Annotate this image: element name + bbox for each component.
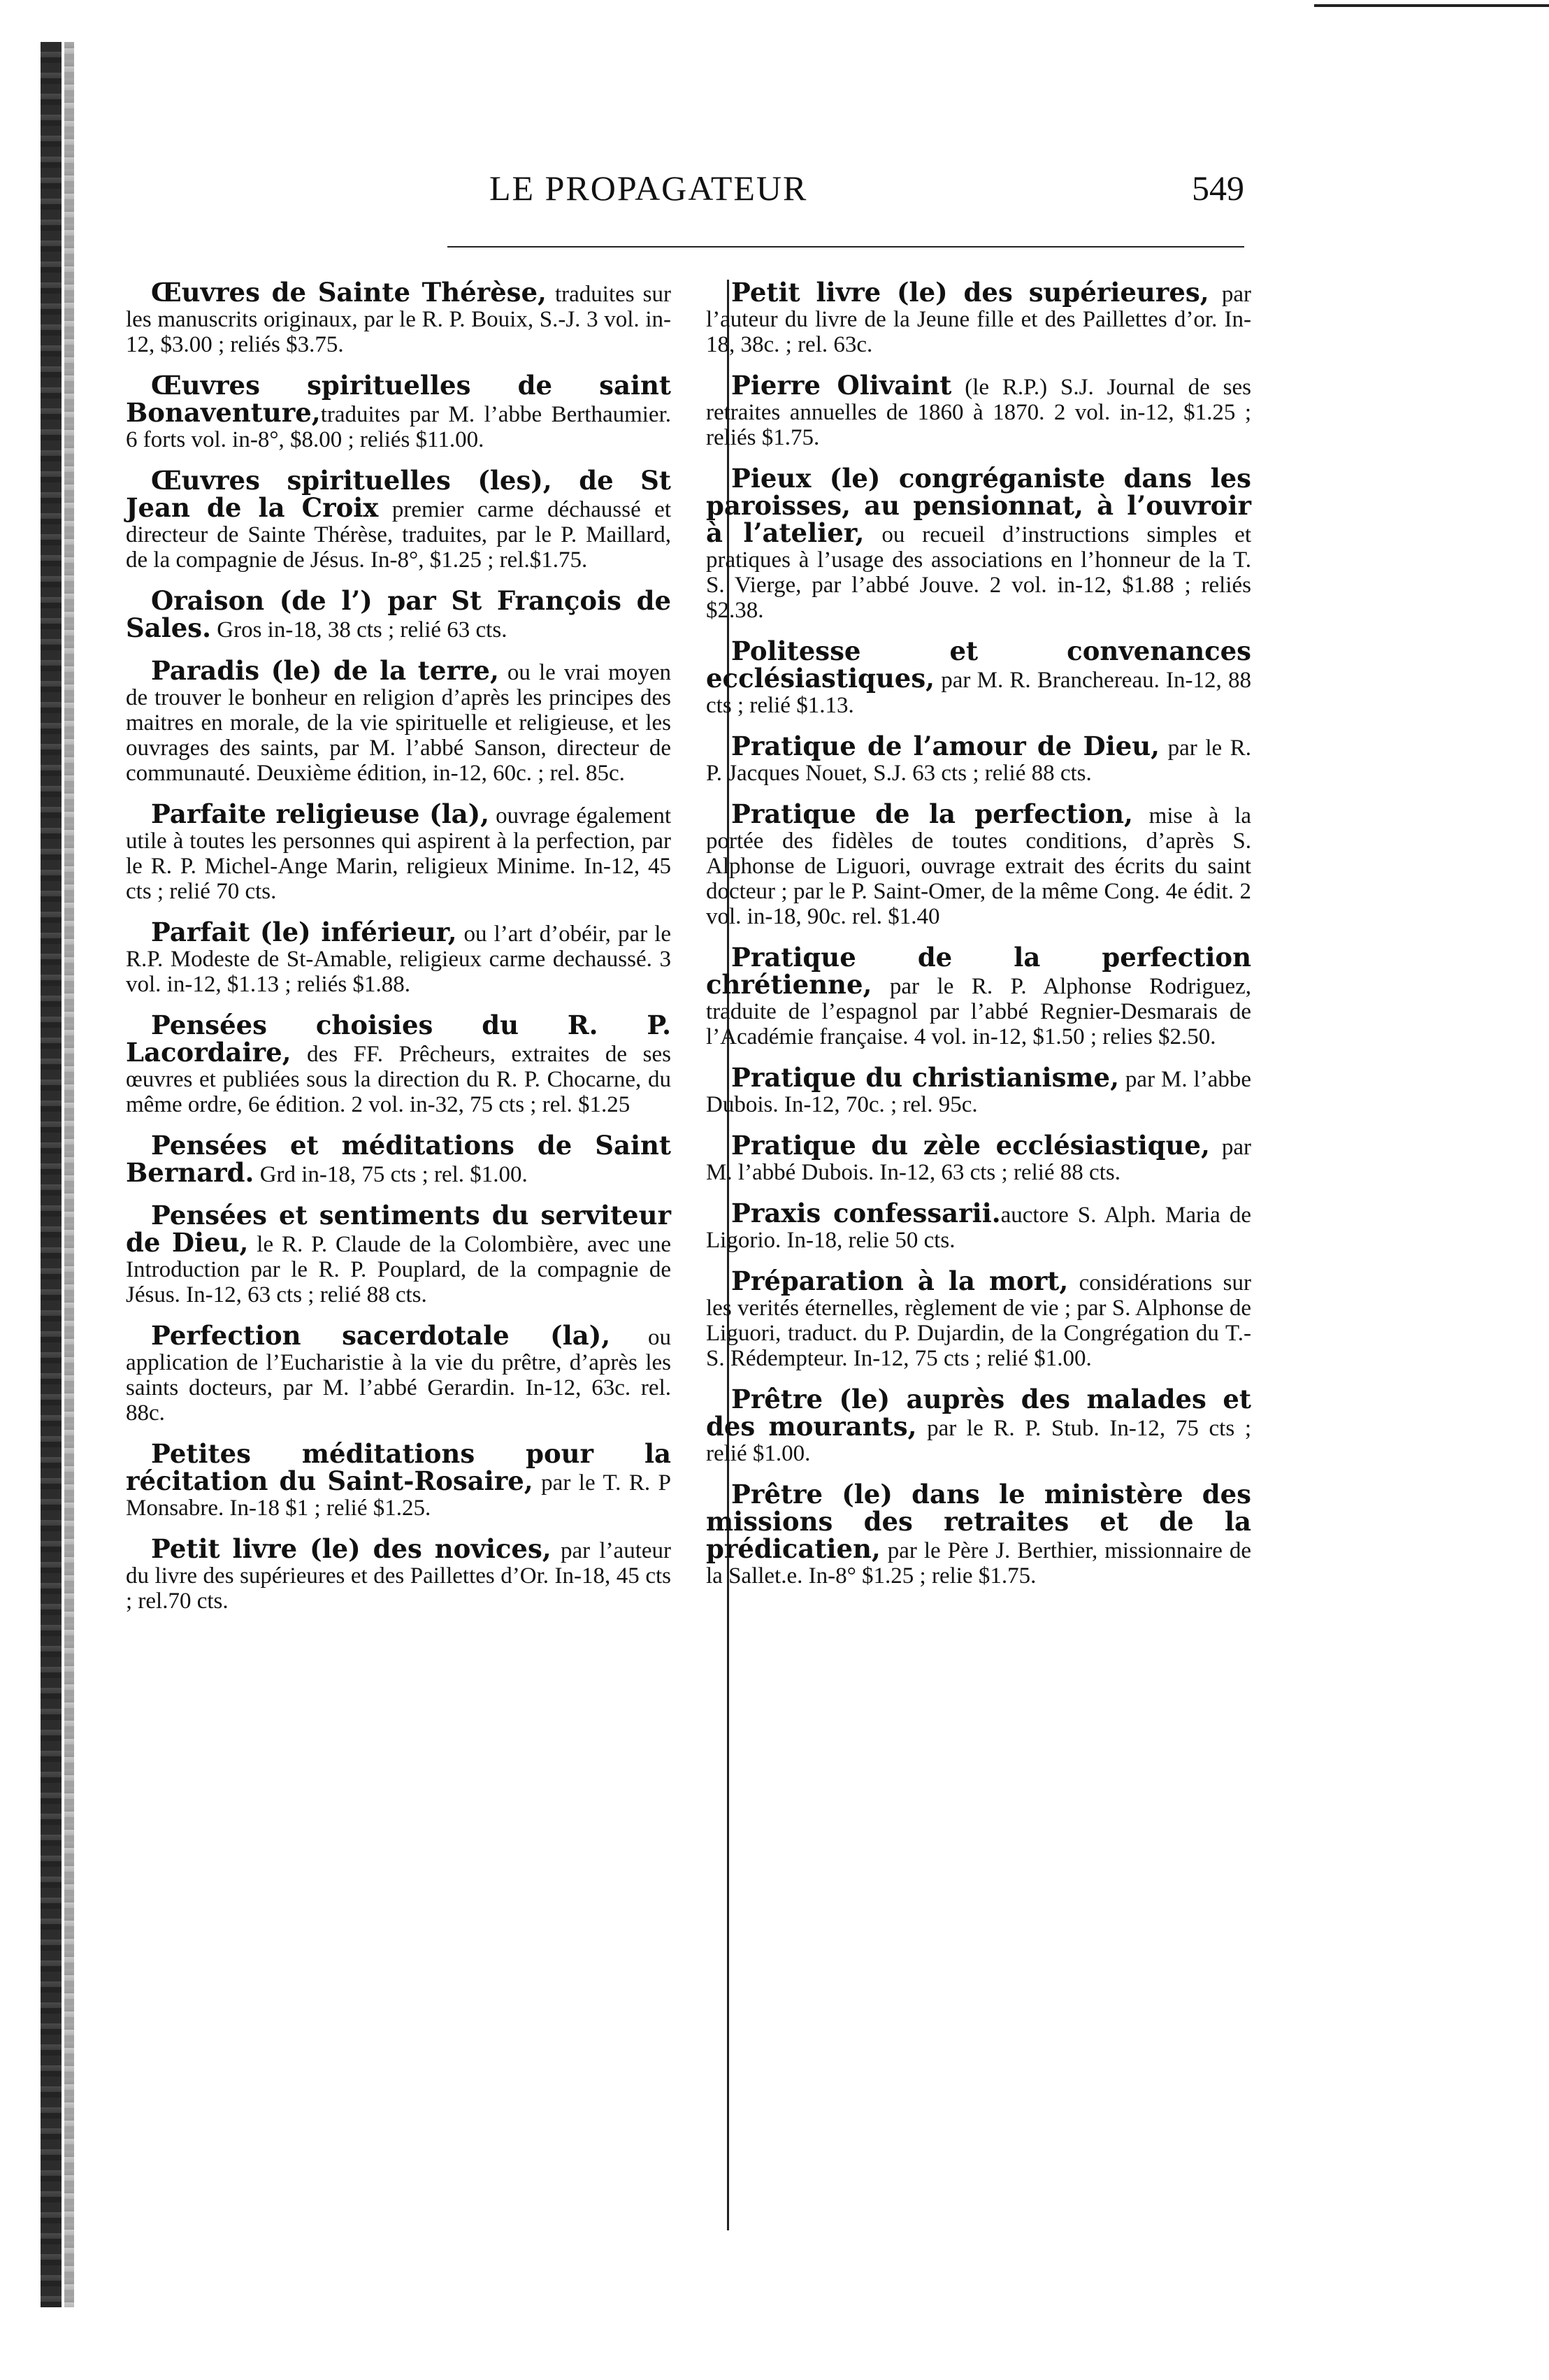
page-header [489, 168, 1244, 217]
entry-title: Pratique du zèle ecclésiastique, [731, 1130, 1210, 1161]
catalog-entry [706, 1130, 1251, 1185]
entry-body: auctore S. Alph. Maria de Ligorio. In-18, relie 50 cts. [706, 1203, 1251, 1253]
page-number: 549 [1192, 169, 1244, 208]
entry-title: Pierre Olivaint [731, 370, 952, 401]
running-title: LE PROPAGATEUR [489, 169, 808, 208]
entry-title: Petit livre (le) des supérieures, [731, 277, 1209, 308]
entry-body: par le T. R. P Monsabre. In-18 $1 ; relié $1.25. [126, 1470, 671, 1521]
entry-body: ou recueil d’instructions simples et pratiques à l’usage des associations en l’honneur de la T. S. Vierge, par l’abbé Jouve. 2 vol. in-12, $1.88 ; reliés $2.38. [706, 522, 1251, 623]
catalog-entry [126, 1012, 671, 1117]
catalog-entry [126, 1438, 671, 1521]
catalog-entry [126, 1200, 671, 1307]
catalog-entry [706, 1200, 1251, 1253]
catalog-entry [706, 1479, 1251, 1589]
catalog-entry [706, 463, 1251, 623]
catalog-entry [126, 1130, 671, 1188]
left-column [126, 277, 672, 1629]
entry-title: Politesse et convenances ecclésiastiques, [706, 636, 1251, 694]
entry-body: par le Père J. Berthier, missionnaire de la Sallet.e. In-8° $1.25 ; relie $1.75. [706, 1538, 1251, 1589]
catalog-entry [126, 465, 672, 573]
entry-body: Grd in-18, 75 cts ; rel. $1.00. [254, 1162, 528, 1187]
entry-body: Gros in-18, 38 cts ; relié 63 cts. [211, 617, 507, 643]
entry-body: par l’auteur du livre des supérieures et des Paillettes d’Or. In-18, 45 cts ; rel.70 cts. [126, 1538, 672, 1614]
header-rule [447, 246, 1244, 248]
entry-title: Pensées et sentiments du serviteur de Dieu, [126, 1200, 671, 1258]
entry-title: Pratique de l’amour de Dieu, [731, 731, 1160, 761]
entry-title: Parfaite religieuse (la), [151, 798, 490, 829]
entry-body: par M. l’abbe Dubois. In-12, 70c. ; rel. 95c. [706, 1067, 1251, 1117]
entry-body: ou l’art d’obéir, par le R.P. Modeste de St-Amable, religieux carme dechaussé. 3 vol. in-12, $1.13 ; reliés $1.88. [126, 922, 672, 997]
entry-body: (le R.P.) S.J. Journal de ses retraites annuelles de 1860 à 1870. 2 vol. in-12, $1.25 ; reliés $1.75. [706, 375, 1251, 450]
entry-body: ou application de l’Eucharistie à la vie du prêtre, d’après les saints docteurs, par M. l’abbé Gerardin. In-12, 63c. rel. 88c. [126, 1325, 672, 1426]
catalog-entry [126, 370, 671, 452]
entry-body: le R. P. Claude de la Colombière, avec une Introduction par le R. P. Pouplard, de la compagnie de Jésus. In-12, 63 cts ; relié 88 cts. [126, 1232, 671, 1307]
entry-body: premier carme déchaussé et directeur de Sainte Thérèse, traduites, par le P. Maillard, de la compagnie de Jésus. In-8°, $1.25 ; rel.$1.75. [126, 497, 672, 573]
catalog-entry [706, 277, 1251, 357]
entry-title: Pratique de la perfection, [731, 798, 1133, 829]
catalog-entry [126, 655, 671, 786]
entry-body: par M. R. Branchereau. In-12, 88 cts ; relié $1.13. [706, 668, 1251, 718]
catalog-entry [126, 277, 671, 357]
entry-title: Prêtre (le) dans le ministère des missions des retraites et de la prédicatien, [706, 1479, 1251, 1564]
entry-body: par le R. P. Stub. In-12, 75 cts ; relié $1.00. [706, 1416, 1251, 1466]
entry-title: Petites méditations pour la récitation du Saint-Rosaire, [126, 1438, 671, 1496]
catalog-entry [126, 798, 671, 904]
entry-body: des FF. Prêcheurs, extraites de ses œuvres et publiées sous la direction du R. P. Chocarne, du même ordre, 6e édition. 2 vol. in-32, 75 cts ; rel. $1.25 [126, 1042, 671, 1117]
entry-body: par M. l’abbé Dubois. In-12, 63 cts ; relié 88 cts. [706, 1135, 1251, 1185]
entry-title: Pieux (le) congréganiste dans les paroisses, au pensionnat, à l’ouvroir à l’atelier, [706, 463, 1251, 548]
entry-body: ouvrage également utile à toutes les personnes qui aspirent à la perfection, par le R. P. Michel-Ange Marin, religieux Minime. In-12, 45 cts ; relié 70 cts. [126, 803, 671, 904]
entry-title: Pratique du christianisme, [731, 1062, 1119, 1093]
catalog-entry [126, 1320, 672, 1426]
entry-body: mise à la portée des fidèles de toutes conditions, d’après S. Alphonse de Liguori, ouvrage extrait des écrits du saint docteur ; par le P. Saint-Omer, de la même Cong. 4e édit. 2 vol. in-18, 90c. rel. $1.40 [706, 803, 1251, 929]
entry-title: Préparation à la mort, [731, 1266, 1069, 1296]
scan-top-mark [1314, 4, 1549, 7]
entry-title: Pensées et méditations de Saint Bernard. [126, 1130, 671, 1188]
catalog-entry [706, 798, 1251, 929]
entry-title: Œuvres spirituelles de saint Bonaventure, [126, 370, 671, 428]
entry-title: Parfait (le) inférieur, [151, 917, 457, 947]
entry-title: Pratique de la perfection chrétienne, [706, 942, 1251, 1000]
catalog-entry [706, 1386, 1251, 1466]
catalog-entry [706, 942, 1251, 1049]
entry-body: par le R. P. Jacques Nouet, S.J. 63 cts ; relié 88 cts. [706, 736, 1251, 786]
catalog-entry [706, 370, 1251, 450]
scan-binding-shadow [64, 42, 74, 2307]
entry-title: Paradis (le) de la terre, [151, 655, 499, 686]
entry-title: Œuvres spirituelles (les), de St Jean de la Croix [126, 465, 671, 523]
catalog-entry [706, 733, 1251, 786]
entry-title: Praxis confessarii. [731, 1198, 1001, 1228]
entry-body: traduites par M. l’abbe Berthaumier. 6 forts vol. in-8°, $8.00 ; reliés $11.00. [126, 402, 671, 452]
catalog-entry [126, 585, 671, 643]
entry-title: Petit livre (le) des novices, [151, 1533, 552, 1564]
catalog-entry [706, 1268, 1251, 1371]
entry-body: traduites sur les manuscrits originaux, par le R. P. Bouix, S.-J. 3 vol. in-12, $3.00 ; reliés $3.75. [126, 282, 671, 357]
catalog-entry [706, 1062, 1251, 1117]
entry-body: par le R. P. Alphonse Rodriguez, traduite de l’espagnol par l’abbé Regnier-Desmarais de l’Académie française. 4 vol. in-12, $1.50 ; relies $2.50. [706, 974, 1251, 1049]
entry-title: Oraison (de l’) par St François de Sales. [126, 585, 671, 643]
catalog-entry [706, 638, 1251, 718]
entry-body: par l’auteur du livre de la Jeune fille et des Paillettes d’or. In-18, 38c. ; rel. 63c. [706, 282, 1251, 357]
catalog-entry [126, 1533, 672, 1614]
entry-title: Œuvres de Sainte Thérèse, [151, 277, 547, 308]
entry-body: considérations sur les verités éternelles, règlement de vie ; par S. Alphonse de Liguori, traduct. du P. Dujardin, de la Congrégation du T.-S. Rédempteur. In-12, 75 cts ; relié $1.00. [706, 1270, 1251, 1371]
entry-title: Perfection sacerdotale (la), [151, 1320, 611, 1351]
right-column [706, 277, 1251, 1604]
scan-binding-edge [41, 42, 62, 2307]
catalog-entry [126, 919, 671, 997]
entry-title: Pensées choisies du R. P. Lacordaire, [126, 1010, 671, 1068]
entry-title: Prêtre (le) auprès des malades et des mourants, [706, 1384, 1251, 1442]
entry-body: ou le vrai moyen de trouver le bonheur en religion d’après les principes des maitres en morale, de la vie spirituelle et religieuse, et les ouvrages des saints, par M. l’abbé Sanson, directeur de communauté. Deuxième édition, in-12, 60c. ; rel. 85c. [126, 660, 671, 786]
